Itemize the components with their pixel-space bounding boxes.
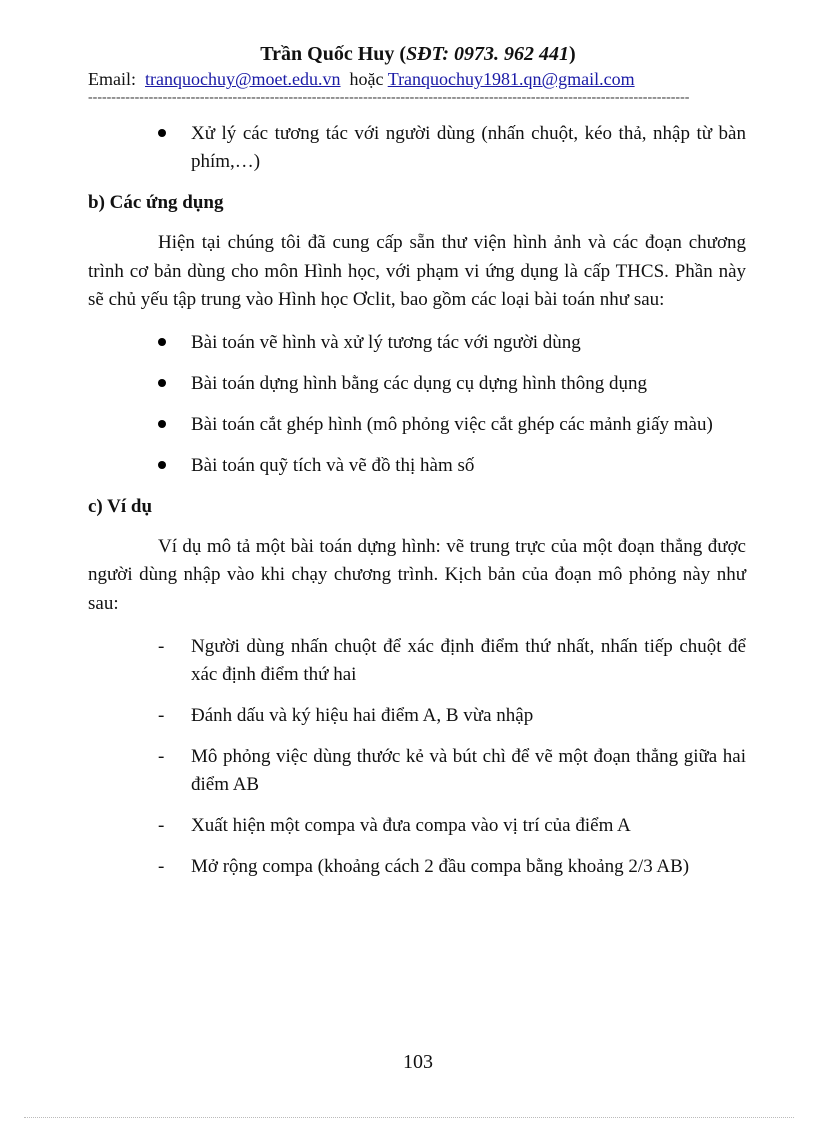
section-c-step-text: Người dùng nhấn chuột để xác định điểm thứ nhất, nhấn tiếp chuột để xác định điểm thứ hai [191, 635, 746, 685]
page-body [88, 120, 746, 894]
section-c-paragraph: Ví dụ mô tả một bài toán dựng hình: vẽ trung trực của một đoạn thẳng được người dùng nhập vào khi chạy chương trình. Kịch bản của đoạn mô phỏng này như sau: [88, 535, 746, 614]
bullet-dot-icon [158, 461, 166, 469]
dash-marker: - [158, 855, 165, 877]
bullet-dot-icon [158, 379, 166, 387]
dash-marker: - [158, 814, 165, 836]
bullet-marker [158, 452, 178, 480]
bullet-dot-icon [158, 338, 166, 346]
intro-bullet-item [88, 120, 746, 176]
section-c-step-text: Mô phỏng việc dùng thước kẻ và bút chì để vẽ một đoạn thẳng giữa hai điểm AB [191, 745, 746, 795]
email-line [88, 68, 635, 90]
dash-marker: - [158, 635, 165, 657]
email-link-primary[interactable]: tranquochuy@moet.edu.vn [145, 69, 341, 89]
footer-divider [24, 1117, 794, 1118]
page-number: 103 [403, 1051, 433, 1073]
phone-open: ( [399, 43, 407, 65]
bullet-dot-icon [158, 129, 166, 137]
bullet-marker [158, 370, 178, 398]
email-label: Email: [88, 69, 136, 89]
section-b-bullet-text: Bài toán vẽ hình và xử lý tương tác với người dùng [191, 331, 581, 353]
bullet-marker [158, 329, 178, 357]
bullet-marker [158, 411, 178, 439]
email-connector: hoặc [349, 69, 384, 89]
section-c-step-item [88, 633, 746, 689]
email-link-secondary[interactable]: Tranquochuy1981.qn@gmail.com [387, 69, 635, 89]
section-b-bullet-item [88, 370, 746, 398]
section-c-step-text: Xuất hiện một compa và đưa compa vào vị trí của điểm A [191, 814, 631, 836]
bullet-dot-icon [158, 420, 166, 428]
author-name: Trần Quốc Huy [260, 43, 395, 65]
section-b-bullet-text: Bài toán cắt ghép hình (mô phỏng việc cắt ghép các mảnh giấy màu) [191, 413, 713, 435]
section-b-heading: b) Các ứng dụng [88, 192, 224, 213]
intro-bullet-text: Xử lý các tương tác với người dùng (nhấn chuột, kéo thả, nhập từ bàn phím,…) [191, 123, 746, 172]
section-c-step-item [88, 702, 746, 730]
section-b-bullet-text: Bài toán dựng hình bằng các dụng cụ dựng hình thông dụng [191, 372, 647, 394]
section-b-bullet-text: Bài toán quỹ tích và vẽ đồ thị hàm số [191, 454, 475, 476]
author-phone: SĐT: 0973. 962 441 [406, 43, 570, 65]
section-c-step-item [88, 812, 746, 840]
section-c-heading: c) Ví dụ [88, 495, 153, 517]
dash-marker: - [158, 745, 165, 767]
author-header [0, 42, 816, 66]
section-b-paragraph: Hiện tại chúng tôi đã cung cấp sẵn thư viện hình ảnh và các đoạn chương trình cơ bản dùng cho môn Hình học, với phạm vi ứng dụng là cấp THCS. Phần này sẽ chủ yếu tập trung vào Hình học Ơclit, bao gồm các loại bài toán như sau: [88, 232, 746, 311]
section-c-step-item [88, 853, 746, 881]
section-c-step-text: Mở rộng compa (khoảng cách 2 đầu compa bằng khoảng 2/3 AB) [191, 855, 690, 877]
section-c-step-item [88, 743, 746, 799]
dash-marker: - [158, 704, 165, 726]
section-b-bullet-item [88, 452, 746, 480]
phone-close: ) [569, 43, 576, 65]
section-b-bullet-item [88, 411, 746, 439]
bullet-marker [158, 120, 178, 148]
section-c-step-text: Đánh dấu và ký hiệu hai điểm A, B vừa nhập [191, 704, 534, 726]
section-b-bullet-item [88, 329, 746, 357]
header-divider: --------------------------------------------------------------------------------------------------------------------------------- [88, 91, 690, 105]
